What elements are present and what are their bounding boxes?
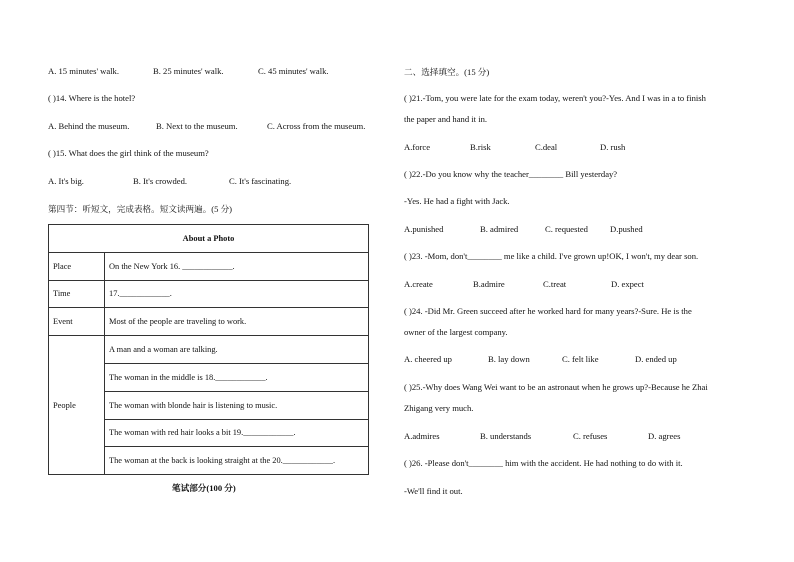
question-22-line2: -Yes. He had a fight with Jack. bbox=[404, 196, 510, 206]
question-24-line1: ( )24. -Did Mr. Green succeed after he worked hard for many years?-Sure. He is the bbox=[404, 306, 692, 316]
q21-option-c: C.deal bbox=[535, 142, 558, 152]
q21-option-d: D. rush bbox=[600, 142, 626, 152]
question-14: ( )14. Where is the hotel? bbox=[48, 93, 136, 103]
q23-option-d: D. expect bbox=[611, 279, 644, 289]
table-title: About a Photo bbox=[49, 225, 369, 253]
place-value: On the New York 16. ____________. bbox=[105, 252, 369, 280]
q24-option-c: C. felt like bbox=[562, 354, 599, 364]
q22-option-b: B. admired bbox=[480, 224, 519, 234]
q14-option-b: B. Next to the museum. bbox=[156, 121, 238, 131]
q22-option-c: C. requested bbox=[545, 224, 588, 234]
q21-option-a: A.force bbox=[404, 142, 431, 152]
time-value: 17.____________. bbox=[105, 280, 369, 308]
people-row: The woman at the back is looking straight at the 20.____________. bbox=[105, 447, 369, 475]
q22-option-d: D.pushed bbox=[610, 224, 643, 234]
question-15: ( )15. What does the girl think of the museum? bbox=[48, 148, 209, 158]
q15-option-a: A. It's big. bbox=[48, 176, 84, 186]
q14-option-c: C. Across from the museum. bbox=[267, 121, 366, 131]
q15-option-c: C. It's fascinating. bbox=[229, 176, 292, 186]
q13-option-a: A. 15 minutes' walk. bbox=[48, 66, 120, 76]
q14-option-a: A. Behind the museum. bbox=[48, 121, 130, 131]
people-row: The woman in the middle is 18.____________. bbox=[105, 363, 369, 391]
q15-option-b: B. It's crowded. bbox=[133, 176, 188, 186]
section-4-heading: 第四节：听短文，完成表格。短文读两遍。(5 分) bbox=[48, 204, 233, 214]
q24-option-d: D. ended up bbox=[635, 354, 677, 364]
q25-option-c: C. refuses bbox=[573, 431, 608, 441]
place-label: Place bbox=[49, 252, 105, 280]
q25-option-b: B. understands bbox=[480, 431, 532, 441]
q22-option-a: A.punished bbox=[404, 224, 444, 234]
question-21-line2: the paper and hand it in. bbox=[404, 114, 488, 124]
q24-option-a: A. cheered up bbox=[404, 354, 452, 364]
q13-option-c: C. 45 minutes' walk. bbox=[258, 66, 329, 76]
question-25-line1: ( )25.-Why does Wang Wei want to be an astronaut when he grows up?-Because he Zhai bbox=[404, 382, 708, 392]
question-23-line1: ( )23. -Mom, don't________ me like a child. I've grown up!OK, I won't, my dear son. bbox=[404, 251, 699, 261]
people-row: The woman with red hair looks a bit 19.____________. bbox=[105, 419, 369, 447]
q24-option-b: B. lay down bbox=[488, 354, 530, 364]
about-a-photo-table bbox=[48, 224, 369, 475]
event-label: Event bbox=[49, 308, 105, 336]
event-value: Most of the people are traveling to work. bbox=[105, 308, 369, 336]
q21-option-b: B.risk bbox=[470, 142, 491, 152]
question-26-line2: -We'll find it out. bbox=[404, 486, 463, 496]
written-part-heading: 笔试部分(100 分) bbox=[172, 483, 236, 493]
q13-option-b: B. 25 minutes' walk. bbox=[153, 66, 224, 76]
question-22-line1: ( )22.-Do you know why the teacher________ Bill yesterday? bbox=[404, 169, 618, 179]
q23-option-c: C.treat bbox=[543, 279, 567, 289]
people-label: People bbox=[49, 336, 105, 475]
question-25-line2: Zhigang very much. bbox=[404, 403, 474, 413]
q23-option-a: A.create bbox=[404, 279, 433, 289]
q25-option-a: A.admires bbox=[404, 431, 440, 441]
q23-option-b: B.admire bbox=[473, 279, 505, 289]
people-row: The woman with blonde hair is listening to music. bbox=[105, 391, 369, 419]
people-row: A man and a woman are talking. bbox=[105, 336, 369, 364]
question-21-line1: ( )21.-Tom, you were late for the exam today, weren't you?-Yes. And I was in a to finish bbox=[404, 93, 706, 103]
question-26-line1: ( )26. -Please don't________ him with the accident. He had nothing to do with it. bbox=[404, 458, 683, 468]
question-24-line2: owner of the largest company. bbox=[404, 327, 508, 337]
time-label: Time bbox=[49, 280, 105, 308]
section-2-heading: 二、选择填空。(15 分) bbox=[404, 67, 490, 77]
q25-option-d: D. agrees bbox=[648, 431, 681, 441]
